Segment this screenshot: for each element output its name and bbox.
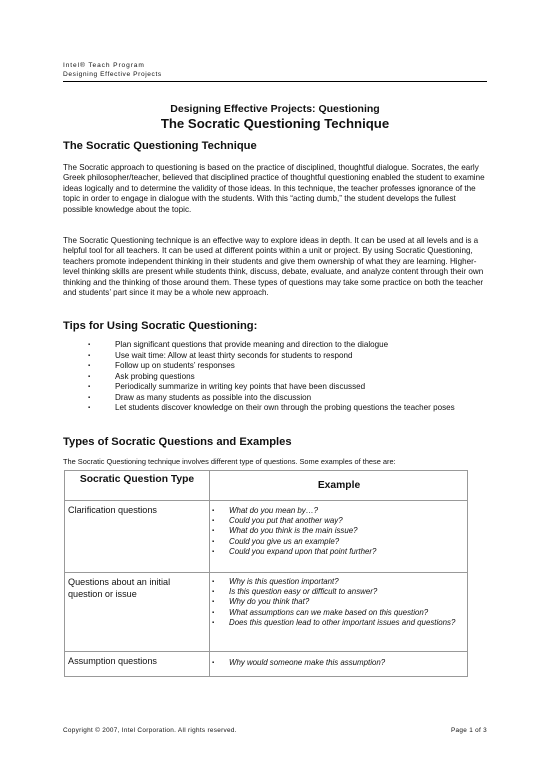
header-program: Intel® Teach Program <box>63 62 145 69</box>
page-title-block <box>63 103 487 132</box>
page-footer <box>63 727 487 734</box>
bullet-icon: ▪ <box>88 384 91 390</box>
types-intro: The Socratic Questioning technique involves different type of questions. Some examples of these are: <box>63 457 396 466</box>
bullet-icon: ▪ <box>212 619 215 626</box>
copyright-text: Copyright © 2007, Intel Corporation. All rights reserved. <box>63 727 237 734</box>
list-item: ▪ What assumptions can we make based on this question? <box>212 607 429 617</box>
list-item: ▪ Follow up on students’ responses <box>88 361 235 370</box>
list-item: ▪ What do you think is the main issue? <box>212 526 358 536</box>
table-row-examples <box>212 658 462 668</box>
list-item: ▪ Why do you think that? <box>212 597 310 607</box>
table-row-divider <box>65 572 467 573</box>
bullet-icon: ▪ <box>88 352 91 359</box>
bullet-icon: ▪ <box>88 342 91 348</box>
bullet-icon: ▪ <box>212 599 215 606</box>
list-item: ▪ Could you give us an example? <box>212 536 340 546</box>
bullet-icon: ▪ <box>212 609 215 616</box>
bullet-icon: ▪ <box>88 373 91 380</box>
page-number: Page 1 of 3 <box>451 727 487 734</box>
bullet-icon: ▪ <box>212 538 215 545</box>
bullet-icon: ▪ <box>88 363 91 369</box>
page-title: Designing Effective Projects: Questioning <box>170 103 380 115</box>
tips-list <box>88 340 488 414</box>
table-row-label: Clarification questions <box>68 505 157 515</box>
table-header-example: Example <box>317 480 361 491</box>
bullet-icon: ▪ <box>212 528 215 535</box>
section-heading-technique: The Socratic Questioning Technique <box>63 140 257 152</box>
bullet-icon: ▪ <box>212 508 215 514</box>
running-header <box>63 61 473 79</box>
table-header-type: Socratic Question Type <box>79 474 195 485</box>
bullet-icon: ▪ <box>88 394 91 401</box>
list-item: ▪ Is this question easy or difficult to answer? <box>212 587 378 597</box>
list-item: ▪ Periodically summarize in writing key points that have been discussed <box>88 382 366 391</box>
list-item: ▪ Why would someone make this assumption? <box>212 658 386 667</box>
bullet-icon: ▪ <box>212 518 215 525</box>
paragraph-socratic-approach: The Socratic approach to questioning is based on the practice of disciplined, thoughtful dialogue. Socrates, the early Greek philosopher/teacher, believed that disciplined practice of thoughtful questioning enabled the student to examine ideas logically and to determine the validity of those ideas. In this technique, the teacher professes ignorance of the topic in order to engage in dialogue with the students. With this “acting dumb,” the student develops the fullest possible knowledge about the topic. <box>63 163 485 214</box>
header-course: Designing Effective Projects <box>63 71 162 78</box>
table-row-label: Questions about an initial question or issue <box>68 577 171 599</box>
bullet-icon: ▪ <box>212 548 215 555</box>
table-row-examples <box>212 577 462 628</box>
table-row-examples <box>212 506 462 557</box>
list-item: ▪ Plan significant questions that provide meaning and direction to the dialogue <box>88 340 389 349</box>
bullet-icon: ▪ <box>212 660 215 666</box>
list-item: ▪ Use wait time: Allow at least thirty seconds for students to respond <box>88 350 353 360</box>
list-item: ▪ Draw as many students as possible into the discussion <box>88 392 312 402</box>
question-types-table <box>64 470 468 677</box>
list-item: ▪ Why is this question important? <box>212 577 339 586</box>
table-row-divider <box>65 651 467 652</box>
bullet-icon: ▪ <box>212 579 215 585</box>
list-item: ▪ Could you expand upon that point further? <box>212 546 377 556</box>
list-item: ▪ Does this question lead to other important issues and questions? <box>212 617 456 627</box>
section-heading-tips: Tips for Using Socratic Questioning: <box>63 320 258 332</box>
paragraph-socratic-technique: The Socratic Questioning technique is an effective way to explore ideas in depth. It can be used at all levels and is a helpful tool for all teachers. It can be used at different points within a unit or project. By using Socratic Questioning, teachers promote independent thinking in their students and give them ownership of what they are learning. Higher-level thinking skills are present while students think, discuss, debate, evaluate, and analyze content through their own thinking and the thinking of those around them. These types of questions may take some practice on both the teacher and students’ part since it may be a whole new approach. <box>63 236 484 298</box>
page-subtitle: The Socratic Questioning Technique <box>160 116 390 131</box>
list-item: ▪ Let students discover knowledge on their own through the probing questions the teacher poses <box>88 403 455 412</box>
table-row-label: Assumption questions <box>68 656 157 666</box>
section-heading-types: Types of Socratic Questions and Examples <box>63 436 292 448</box>
bullet-icon: ▪ <box>88 405 91 411</box>
list-item: ▪ What do you mean by…? <box>212 506 319 515</box>
table-row-divider <box>65 500 467 501</box>
list-item: ▪ Could you put that another way? <box>212 516 343 526</box>
bullet-icon: ▪ <box>212 589 215 596</box>
list-item: ▪ Ask probing questions <box>88 371 195 381</box>
table-column-divider <box>209 471 210 676</box>
header-rule <box>63 81 487 82</box>
